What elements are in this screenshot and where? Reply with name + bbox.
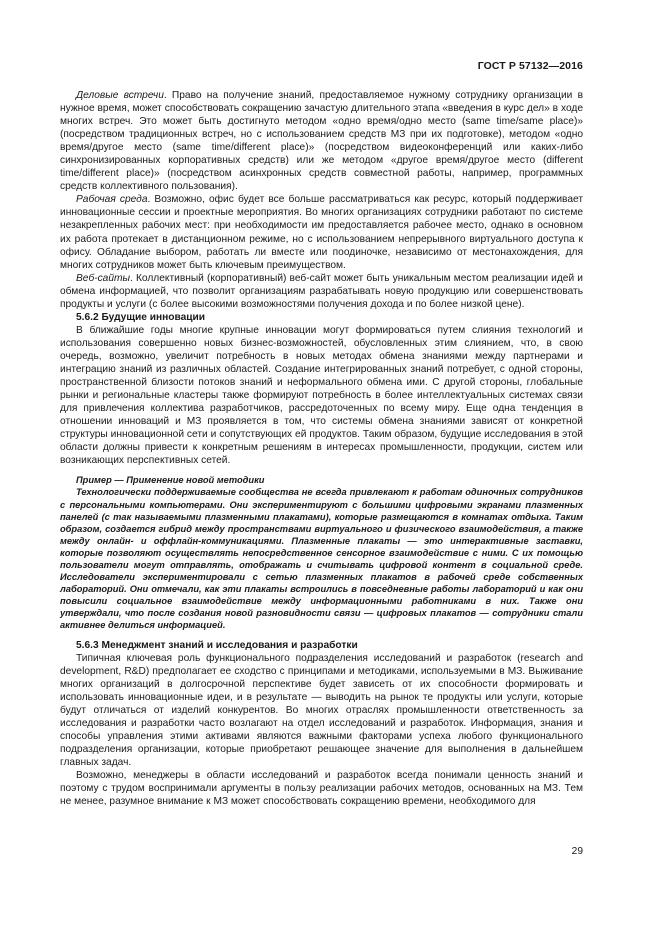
page-number: 29	[571, 846, 583, 857]
paragraph-workspace	[60, 193, 583, 271]
standard-header: ГОСТ Р 57132—2016	[477, 60, 583, 72]
section-heading-5-6-3: 5.6.3 Менеджмент знаний и исследования и разработки	[76, 639, 358, 651]
paragraph-websites	[60, 272, 583, 311]
term-meetings: Деловые встречи	[76, 90, 164, 101]
spacer	[60, 632, 583, 639]
paragraph-websites-text: . Коллективный (корпоративный) веб-сайт может быть уникальным местом реализации идей и обмена информацией, что позволит организациям разрабатывать новую продукцию или совершенствовать продукты и услуги (с более высокими возможностями получения дохода и по более низкой цене).	[60, 272, 583, 310]
term-websites: Веб-сайты	[76, 272, 130, 284]
paragraph-meetings-text: . Право на получение знаний, предоставляемое нужному сотруднику организации в нужное время, может способствовать сокращению зачастую длительного этапа «введения в курс дел» в ходе многих встреч. Это может быть достигнуто методом «одно время/одно место (same time/same place)» (посредством традиционных встреч, но с использованием средств МЗ при их подготовке), методом «одно время/другое место (same time/different place)» (посредством видеоконференций или каких-либо синхронизированных корпоративных средств) или же методом «другое время/другое место (different time/different place)» (посредством асинхронных средств совместной работы, например, программных средств коллективного пользования).	[60, 90, 584, 193]
term-workspace: Рабочая среда	[76, 194, 148, 206]
paragraph-future-innovations: В ближайшие годы многие крупные инновации могут формироваться путем слияния технологий и использования совершенно новых бизнес-возможностей, обусловленных этим слиянием, что, в свою очередь, возможно, увеличит потребность в новых методах обмена знаниями между партнерами и интеграцию знаний из различных областей. Создание интегрированных знаний потребует, с одной стороны, пространственной близости потоков знаний и неформального обмена ими. С другой стороны, глобальные рынки и региональные кластеры также формируют потребность в более интеллектуальных системах связи для привлечения коллектива разработчиков, рассредоточенных по всему миру. Еще одна тенденция в отношении инноваций и МЗ проявляется в том, что системы обмена знаниями зависят от конкретной структуры инновационной сети и сопутствующих ей продуктов. Таким образом, будущие исследования в этой области должны привести к конкретным решениям в интересах промышленности, продукции, систем или возникающих перспективных сетей.	[60, 324, 583, 467]
paragraph-rnd-role: Типичная ключевая роль функционального подразделения исследований и разработок (research and development, R&D) предполагает ее сходство с принципами и методиками, используемыми в МЗ. Выживание многих организаций в долгосрочной перспективе будет зависеть от их способности формировать и использовать инновационные идеи, и в результате — выводить на рынок те продукты или услуги, которые будут отличаться от изделий конкурентов. Во многих отраслях промышленности ответственность за исследования и разработки часто возлагают на отдел исследований и разработок. Информация, знания и способы управления этими активами являются важными факторами успеха любого функционального подразделения организации, которые приобретают решающее значение для выполнения в дальнейшем главных задач.	[60, 652, 583, 768]
example-block	[60, 474, 583, 631]
paragraph-workspace-text: . Возможно, офис будет все больше рассматриваться как ресурс, который поддерживает инновационные сессии и проектные мероприятия. Во многих организациях сотрудники работают по системе незакрепленных рабочих мест: при необходимости им предоставляется рабочее место, однако в основном их работа протекает в дистанционном режиме, но с использованием непрерывного виртуального доступа к офису. Обладание выбором, работать ли вместе или поодиночке, независимо от местонахождения, для многих сотрудников может быть ключевым преимуществом.	[60, 194, 583, 271]
paragraph-rnd-managers: Возможно, менеджеры в области исследований и разработок всегда понимали ценность знаний и поэтому с трудом воспринимали аргументы в пользу реализации рабочих методов, основанных на МЗ. Тем не менее, разумное внимание к МЗ может способствовать сокращению времени, необходимого для	[60, 770, 583, 808]
document-body	[60, 89, 583, 808]
example-title: Пример — Применение новой методики	[76, 475, 265, 486]
paragraph-meetings	[60, 89, 583, 193]
example-text: Технологически поддерживаемые сообщества не всегда привлекают к работам одиночных сотрудников с персональными компьютерами. Они экспериментируют с большими цифровыми экранами плазменных панелей (с так называемыми плазменными плакатами), которые размещаются в комнатах отдыха. Таким образом, создается гибрид между пространствами виртуального и физического взаимодействия, а также между онлайн- и оффлайн-коммуникациями. Плазменные плакаты — это интерактивные заставки, которые позволяют осуществлять непосредственное сенсорное взаимодействие с ними. С их помощью пользователи могут отправлять, отображать и считывать цифровой контент в социальной среде. Исследователи экспериментировали с сетью плазменных плакатов в рабочей среде собственных лабораторий. Они отмечали, как эти плакаты встроились в повседневные работы лабораторий и как они повысили социальное взаимодействие между информационными работниками в них. Также они утверждали, что после создания новой разновидности связи — цифровых плакатов — сотрудники стали активнее делиться информацией.	[60, 487, 583, 631]
section-heading-5-6-2: 5.6.2 Будущие инновации	[76, 311, 206, 323]
